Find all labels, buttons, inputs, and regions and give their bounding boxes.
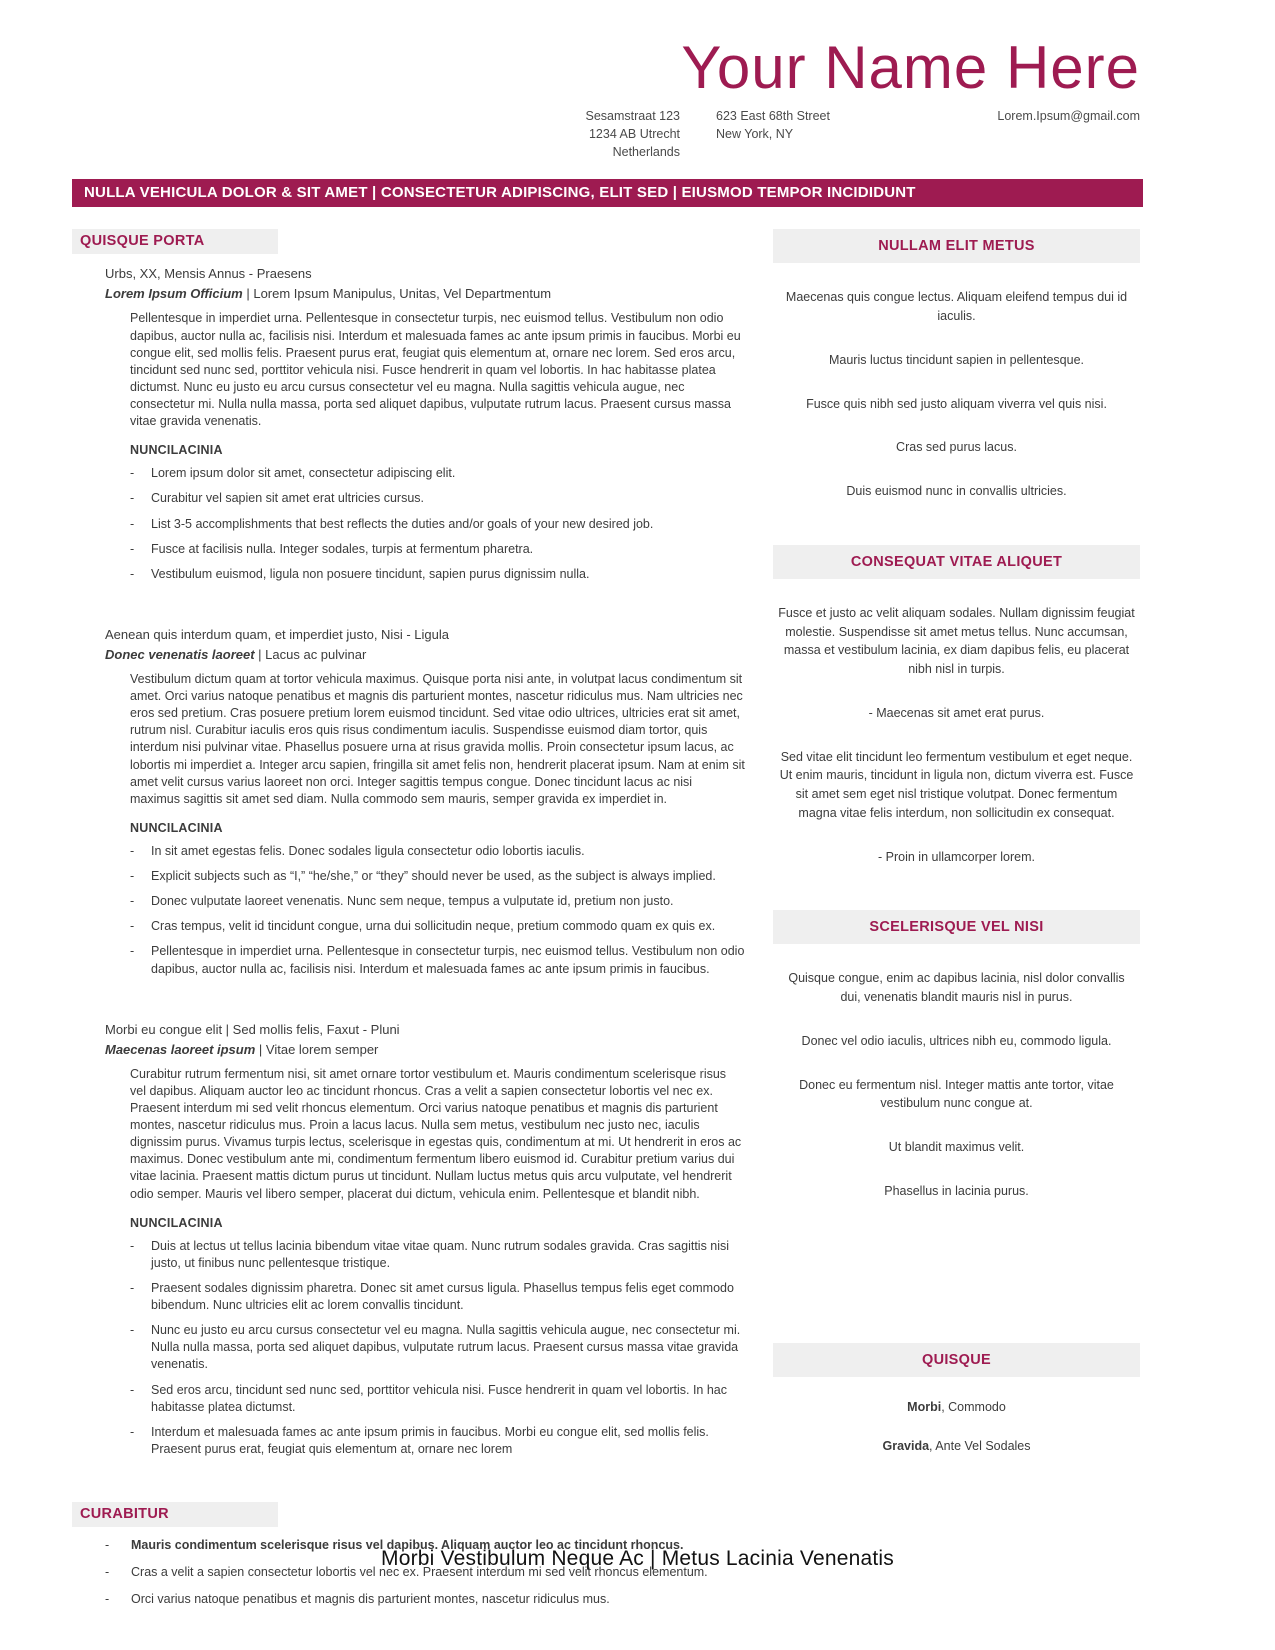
bullet-dash: -: [130, 843, 135, 858]
section-item: Sed vitae elit tincidunt leo fermentum vestibulum et eget neque. Ut enim mauris, tincidunt in ligula non, dictum viverra est. Fusce sit amet sem eget nisl tristique volutpat. Donec fermentum magna vitae felis interdum, non sollicitudin ex consequat.: [779, 749, 1134, 820]
job-entry: [72, 266, 745, 583]
section-heading-experience: QUISQUE PORTA: [72, 229, 278, 254]
bullet-text: Praesent sodales dignissim pharetra. Donec sit amet cursus ligula. Phasellus tempus felis eget commodo bibendum. Nunc ultricies elit ac lorem convallis tincidunt.: [151, 1280, 734, 1312]
job-title-line: [105, 1042, 745, 1057]
section-item: [773, 1437, 1140, 1456]
bullet-dash: -: [130, 944, 135, 959]
job-summary: Pellentesque in imperdiet urna. Pellentesque in consectetur turpis, nec euismod tellus. Vestibulum non odio dapibus, auctor nulla ac, facilisis nisi. Interdum et malesuada fames ac ante ipsum primis in faucibus. Morbi eu congue elit, sed mollis felis. Praesent purus erat, feugiat quis elementum at, ornare nec lorem. Sed eros arcu, tincidunt sed nunc sed, porttitor vehicula nisi. Fusce hendrerit in quam vel lobortis. In hac habitasse platea dictumst. Nunc eu justo eu arcu cursus consectetur vel eu magna. Nulla sagittis vehicula augue, nec consectetur mi. Nulla nulla massa, porta sed aliquet dapibus, vulputate rutrum lacus. Praesent cursus massa vitae gravida venenatis.: [130, 311, 741, 429]
job-company: | Vitae lorem semper: [255, 1041, 379, 1057]
job-summary: Vestibulum dictum quam at tortor vehicula maximus. Quisque porta nisi ante, in volutpat lacus condimentum sit amet. Orci varius natoque penatibus et magnis dis parturient montes, nascetur ridiculus mus. Nam ultricies nec eros sed pretium. Cras posuere pretium lorem euismod tincidunt. Sed vitae odio ultrices, ultricies erat sit amet, rutrum nisl. Curabitur iaculis eros quis risus condimentum iaculis. Suspendisse euismod diam tortor, quis interdum nisi pulvinar vitae. Phasellus posuere urna at risus gravida mollis. Proin consectetur ipsum lacus, ac lobortis mi imperdiet a. Integer arcu sapien, fringilla sit amet felis non, hendrerit placerat ipsum. Nam at enim sit amet velit cursus varius laoreet non orci. Integer sagittis tempus congue. Donec tincidunt lacus ac nisi maximus sagittis sit amet sed diam. Nulla commodo sem mauris, semper gravida ex imperdiet in.: [130, 671, 745, 806]
section-item: Maecenas quis congue lectus. Aliquam eleifend tempus dui id iaculis.: [785, 290, 1128, 324]
bullet-dash: -: [105, 1592, 110, 1607]
bullet-item: [130, 868, 745, 885]
job-entry: [72, 1022, 745, 1458]
section-items: [773, 604, 1140, 867]
job-title: Lorem Ipsum Officium: [105, 286, 243, 302]
right-column: [773, 229, 1140, 1608]
job-company: | Lorem Ipsum Manipulus, Unitas, Vel Departmentum: [242, 286, 552, 302]
bullet-item: [130, 943, 745, 977]
content-columns: [0, 229, 1275, 1608]
bullet-text: In sit amet egestas felis. Donec sodales ligula consectetur odio lobortis iaculis.: [151, 843, 585, 858]
bullet-dash: -: [130, 1280, 135, 1295]
address-line: New York, NY: [716, 127, 794, 142]
bullet-list: [130, 465, 745, 583]
right-section-quisque: [773, 1343, 1140, 1457]
footer-text: Morbi Vestibulum Neque Ac | Metus Lacinia Venenatis: [381, 1547, 894, 1570]
section-heading: CONSEQUAT VITAE ALIQUET: [773, 545, 1140, 579]
bullet-dash: -: [130, 466, 135, 481]
job-title: Donec venenatis laoreet: [105, 646, 255, 662]
bullet-item: [130, 1322, 745, 1373]
skill-text: Orci varius natoque penatibus et magnis dis parturient montes, nascetur ridiculus mus.: [131, 1592, 610, 1607]
bullet-item: [130, 843, 745, 860]
address-primary: [72, 107, 680, 161]
job-location-dates: Urbs, XX, Mensis Annus - Praesens: [105, 266, 312, 282]
bullet-text: Lorem ipsum dolor sit amet, consectetur adipiscing elit.: [151, 466, 456, 481]
section-item: Ut blandit maximus velit.: [888, 1140, 1025, 1155]
entry-detail: , Commodo: [941, 1399, 1006, 1414]
section-heading-skills: CURABITUR: [72, 1502, 278, 1527]
address-secondary: [716, 107, 830, 161]
section-items: [773, 969, 1140, 1200]
bullet-item: [130, 516, 745, 533]
bullets-heading: NUNCILACINIA: [130, 1215, 223, 1230]
section-item: - Proin in ullamcorper lorem.: [878, 849, 1035, 864]
section-item: - Maecenas sit amet erat purus.: [868, 705, 1045, 720]
job-location-dates: Aenean quis interdum quam, et imperdiet justo, Nisi - Ligula: [105, 626, 449, 642]
address-line: 1234 AB Utrecht: [588, 127, 680, 142]
bullet-text: Cras tempus, velit id tincidunt congue, urna dui sollicitudin neque, pretium commodo quam ex quis ex.: [151, 919, 716, 934]
section-item: Mauris luctus tincidunt sapien in pellentesque.: [828, 352, 1084, 367]
bullet-dash: -: [130, 566, 135, 581]
section-item: Donec vel odio iaculis, ultrices nibh eu, commodo ligula.: [801, 1033, 1112, 1048]
bullet-item: [130, 465, 745, 482]
bullet-dash: -: [105, 1565, 110, 1580]
entry-term: Morbi: [907, 1399, 942, 1414]
section-item: Duis euismod nunc in convallis ultricies.: [846, 484, 1067, 499]
email-text: Lorem.Ipsum@gmail.com: [997, 109, 1140, 123]
left-column: [72, 229, 745, 1608]
bullet-item: [130, 918, 745, 935]
skill-item: [105, 1591, 745, 1608]
bullet-dash: -: [130, 1323, 135, 1338]
bullet-text: Explicit subjects such as “I,” “he/she,” or “they” should never be used, as the subject is always implied.: [151, 869, 716, 883]
bullet-item: [130, 490, 745, 507]
bullet-item: [130, 566, 745, 583]
section-item: Quisque congue, enim ac dapibus lacinia, nisl dolor convallis dui, venenatis blandit mauris nisl in purus.: [788, 971, 1125, 1005]
job-title: Maecenas laoreet ipsum: [105, 1041, 256, 1057]
bullets-heading: NUNCILACINIA: [130, 820, 223, 835]
address-line: Sesamstraat 123: [585, 109, 680, 123]
headline-banner: NULLA VEHICULA DOLOR & SIT AMET | CONSECTETUR ADIPISCING, ELIT SED | EIUSMOD TEMPOR INCIDIDUNT: [72, 179, 1143, 207]
bullet-text: Fusce at facilisis nulla. Integer sodales, turpis at fermentum pharetra.: [151, 541, 534, 556]
job-title-line: [105, 647, 745, 662]
address-line: 623 East 68th Street: [716, 109, 830, 123]
bullet-text: List 3-5 accomplishments that best reflects the duties and/or goals of your new desired job.: [151, 516, 654, 531]
bullet-list: [130, 843, 745, 978]
entry-detail: , Ante Vel Sodales: [929, 1439, 1031, 1454]
bullet-text: Nunc eu justo eu arcu cursus consectetur vel eu magna. Nulla sagittis vehicula augue, nec consectetur mi. Nulla nulla massa, porta sed aliquet dapibus, vulputate rutrum lacus. Praesent cursus massa vitae gravida venenatis.: [151, 1323, 741, 1372]
bullet-item: [130, 1238, 745, 1272]
bullet-dash: -: [105, 1538, 110, 1552]
section-heading: NULLAM ELIT METUS: [773, 229, 1140, 263]
bullet-dash: -: [130, 516, 135, 531]
header: [0, 0, 1275, 161]
bullet-dash: -: [130, 1424, 135, 1439]
skill-text: Cras a velit a sapien consectetur lobortis vel nec ex. Praesent interdum mi sed velit rhoncus elementum.: [131, 1565, 708, 1580]
section-items: [773, 1398, 1140, 1457]
bullet-text: Pellentesque in imperdiet urna. Pellentesque in consectetur turpis, nec euismod tellus. Vestibulum non odio dapibus, auctor nulla ac, facilisis nisi. Interdum et malesuada fames ac ante ipsum primis in faucibus.: [151, 944, 745, 976]
right-section-consequat: [773, 545, 1140, 867]
job-entry: [72, 627, 745, 978]
bullet-text: Duis at lectus ut tellus lacinia bibendum vitae vitae quam. Nunc rutrum sodales gravida. Cras sagittis nisi justo, ut finibus nunc pellentesque tristique.: [151, 1238, 730, 1270]
bullets-heading: NUNCILACINIA: [130, 443, 223, 458]
section-heading: SCELERISQUE VEL NISI: [773, 910, 1140, 944]
bullet-item: [130, 893, 745, 910]
section-items: [773, 288, 1140, 501]
section-item: Cras sed purus lacus.: [896, 440, 1017, 455]
section-item: [773, 1398, 1140, 1417]
bullet-text: Donec vulputate laoreet venenatis. Nunc sem neque, tempus a vulputate id, pretium non justo.: [151, 894, 674, 909]
bullet-dash: -: [130, 1382, 135, 1397]
job-summary: Curabitur rutrum fermentum nisi, sit amet ornare tortor vestibulum et. Mauris condimentum scelerisque risus vel dapibus. Aliquam auctor leo ac tincidunt rhoncus. Cras a velit a sapien consectetur lobortis vel nec ex. Praesent interdum mi sed velit rhoncus elementum. Orci varius natoque penatibus et magnis dis parturient montes, nascetur ridiculus mus. Proin a lacus lacus. Nulla sem metus, vestibulum nec justo nec, iaculis dignissim purus. Vivamus turpis lectus, scelerisque in egestas quis, condimentum at mi. Ut hendrerit in eros ac maximus. Donec vestibulum ante mi, condimentum fermentum libero euismod id. Curabitur pretium varius dui vitae lacinia. Praesent mattis dictum purus ut tincidunt. Nullam luctus metus quis arcu vulputate, vel hendrerit odio semper. Mauris vel libero semper, placerat dui dictum, vehicula enim. Pellentesque et blandit nibh.: [130, 1066, 742, 1201]
right-section-nullam: [773, 229, 1140, 501]
bullet-text: Sed eros arcu, tincidunt sed nunc sed, porttitor vehicula nisi. Fusce hendrerit in quam vel lobortis. In hac habitasse platea dictumst.: [151, 1382, 727, 1414]
bullet-text: Curabitur vel sapien sit amet erat ultricies cursus.: [151, 491, 425, 506]
bullet-item: [130, 1382, 745, 1416]
bullet-item: [130, 541, 745, 558]
bullet-dash: -: [130, 919, 135, 934]
bullet-list: [130, 1238, 745, 1458]
address-line: Netherlands: [612, 145, 680, 160]
section-item: Donec eu fermentum nisl. Integer mattis ante tortor, vitae vestibulum nunc congue at.: [799, 1077, 1114, 1111]
job-company: | Lacus ac pulvinar: [254, 646, 367, 662]
section-item: Fusce quis nibh sed justo aliquam viverra vel quis nisi.: [806, 396, 1107, 411]
bullet-dash: -: [130, 1238, 135, 1253]
section-heading: QUISQUE: [773, 1343, 1140, 1377]
bullet-dash: -: [130, 869, 135, 883]
bullet-item: [130, 1280, 745, 1314]
entry-term: Gravida: [882, 1439, 930, 1454]
contact-info: [72, 107, 1140, 161]
section-item: Phasellus in lacinia purus.: [884, 1183, 1029, 1198]
bullet-text: Vestibulum euismod, ligula non posuere tincidunt, sapien purus dignissim nulla.: [151, 566, 590, 581]
bullet-item: [130, 1424, 745, 1458]
skill-text: Mauris condimentum scelerisque risus vel dapibus. Aliquam auctor leo ac tincidunt rhoncus.: [131, 1538, 684, 1552]
job-location-dates: Morbi eu congue elit | Sed mollis felis, Faxut - Pluni: [105, 1021, 400, 1037]
section-item: Fusce et justo ac velit aliquam sodales. Nullam dignissim feugiat molestie. Suspendisse sit amet metus tellus. Nunc accumsan, massa et vestibulum lacinia, ex diam dapibus felis, eu placerat nibh nisl in turpis.: [778, 605, 1135, 677]
bullet-text: Interdum et malesuada fames ac ante ipsum primis in faucibus. Morbi eu congue elit, sed mollis felis. Praesent purus erat, feugiat quis elementum at, ornare nec lorem: [151, 1424, 709, 1456]
job-title-line: [105, 286, 745, 301]
name-title: Your Name Here: [681, 34, 1140, 101]
right-section-scelerisque: [773, 910, 1140, 1200]
bullet-dash: -: [130, 894, 135, 909]
bullet-dash: -: [130, 491, 135, 506]
bullet-dash: -: [130, 541, 135, 556]
